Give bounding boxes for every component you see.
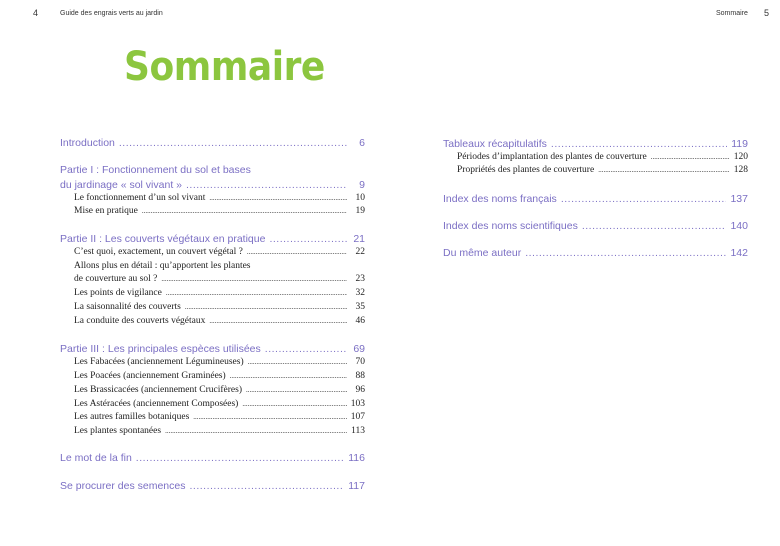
toc-entry-page: 6 — [359, 137, 365, 149]
toc-entry-partie-1[interactable] — [60, 179, 365, 191]
dot-leader — [551, 138, 727, 150]
toc-entry-tableaux[interactable] — [443, 138, 748, 150]
dot-leader — [247, 247, 347, 257]
toc-entry-page: 116 — [348, 452, 365, 464]
toc-entry-label: Du même auteur — [443, 247, 522, 259]
dot-leader — [561, 193, 727, 205]
page-title: Sommaire — [124, 44, 325, 90]
toc-entry-label: Le mot de la fin — [60, 452, 132, 464]
toc-entry-label: Index des noms français — [443, 193, 557, 205]
toc-subentry[interactable] — [74, 371, 365, 381]
dot-leader — [209, 316, 347, 326]
toc-entry-label: Partie II : Les couverts végétaux en pratique — [60, 233, 266, 245]
toc-entry-label: Index des noms scientifiques — [443, 220, 578, 232]
dot-leader — [525, 247, 726, 259]
toc-entry-partie-2[interactable] — [60, 233, 365, 245]
toc-entry-introduction[interactable] — [60, 137, 365, 149]
toc-entry-label: Les Poacées (anciennement Graminées) — [74, 371, 226, 381]
dot-leader — [582, 220, 727, 232]
toc-entry-page: 142 — [730, 247, 748, 259]
dot-leader — [189, 480, 344, 492]
dot-leader — [119, 137, 347, 149]
toc-subentry[interactable] — [74, 206, 365, 216]
toc-subentry[interactable] — [74, 385, 365, 395]
toc-entry-page: 88 — [355, 371, 365, 381]
toc-entry-page: 119 — [731, 138, 748, 150]
left-running-title: Guide des engrais verts au jardin — [60, 10, 163, 17]
dot-leader — [142, 206, 347, 216]
dot-leader — [598, 165, 730, 175]
dot-leader — [136, 452, 344, 464]
toc-subentry[interactable] — [74, 412, 365, 422]
toc-entry-label: C’est quoi, exactement, un couvert végétal ? — [74, 247, 243, 257]
toc-entry-index-sci[interactable] — [443, 220, 748, 232]
toc-entry-label: Périodes d’implantation des plantes de couverture — [457, 152, 647, 162]
dot-leader — [242, 399, 346, 409]
dot-leader — [248, 357, 347, 367]
toc-entry-label: La conduite des couverts végétaux — [74, 316, 206, 326]
toc-subentry[interactable] — [74, 426, 365, 436]
toc-entry-page: 70 — [355, 357, 365, 367]
toc-subentry[interactable] — [74, 247, 365, 257]
toc-subentry[interactable] — [74, 288, 365, 298]
toc-entry-label: Le fonctionnement d’un sol vivant — [74, 193, 206, 203]
toc-entry-page: 113 — [351, 426, 365, 436]
toc-entry-label: Les points de vigilance — [74, 288, 162, 298]
toc-entry-label: Mise en pratique — [74, 206, 138, 216]
toc-entry-page: 22 — [355, 247, 365, 257]
toc-subentry[interactable] — [74, 357, 365, 367]
toc-subentry[interactable] — [457, 165, 748, 175]
toc-entry-page: 21 — [353, 233, 365, 245]
toc-entry-page: 69 — [353, 343, 365, 355]
toc-entry-page: 140 — [730, 220, 748, 232]
toc-entry-label: Allons plus en détail : qu’apportent les plantes — [74, 261, 251, 271]
toc-entry-label: La saisonnalité des couverts — [74, 302, 181, 312]
toc-entry-partie-3[interactable] — [60, 343, 365, 355]
toc-entry-mot-de-la-fin[interactable] — [60, 452, 365, 464]
toc-entry-page: 9 — [359, 179, 365, 191]
toc-entry-page: 137 — [730, 193, 748, 205]
dot-leader — [230, 371, 347, 381]
toc-subentry[interactable] — [74, 399, 365, 409]
right-page-number: 5 — [764, 8, 770, 18]
toc-entry-label: Introduction — [60, 137, 115, 149]
toc-entry-label: Partie III : Les principales espèces utilisées — [60, 343, 261, 355]
toc-entry-index-fr[interactable] — [443, 193, 748, 205]
right-running-title: Sommaire — [716, 10, 748, 17]
toc-entry-page: 128 — [733, 165, 748, 175]
dot-leader — [265, 343, 347, 355]
toc-entry-page: 120 — [733, 152, 748, 162]
toc-entry-page: 32 — [355, 288, 365, 298]
toc-entry-label: du jardinage « sol vivant » — [60, 179, 182, 191]
dot-leader — [246, 385, 347, 395]
dot-leader — [161, 274, 347, 284]
dot-leader — [166, 288, 347, 298]
dot-leader — [269, 233, 347, 245]
toc-subentry-line1[interactable] — [74, 261, 365, 271]
toc-entry-label: Les autres familles botaniques — [74, 412, 190, 422]
left-page-number: 4 — [33, 8, 39, 18]
toc-subentry[interactable] — [74, 193, 365, 203]
toc-entry-label: Partie I : Fonctionnement du sol et bases — [60, 164, 251, 176]
toc-entry-label: Se procurer des semences — [60, 480, 186, 492]
toc-entry-page: 103 — [350, 399, 365, 409]
toc-entry-page: 46 — [355, 316, 365, 326]
toc-entry-label: Les plantes spontanées — [74, 426, 162, 436]
toc-entry-page: 107 — [350, 412, 365, 422]
dot-leader — [165, 426, 347, 436]
toc-entry-page: 19 — [355, 206, 365, 216]
toc-entry-label: Tableaux récapitulatifs — [443, 138, 547, 150]
toc-entry-label: de couverture au sol ? — [74, 274, 158, 284]
toc-entry-label: Les Astéracées (anciennement Composées) — [74, 399, 239, 409]
toc-entry-label: Les Brassicacées (anciennement Crucifères) — [74, 385, 243, 395]
toc-subentry[interactable] — [74, 316, 365, 326]
dot-leader — [651, 152, 730, 162]
dot-leader — [193, 412, 346, 422]
toc-entry-label: Les Fabacées (anciennement Légumineuses) — [74, 357, 244, 367]
toc-entry-semences[interactable] — [60, 480, 365, 492]
toc-entry-meme-auteur[interactable] — [443, 247, 748, 259]
toc-entry-page: 96 — [355, 385, 365, 395]
toc-entry-label: Propriétés des plantes de couverture — [457, 165, 595, 175]
toc-subentry[interactable] — [74, 274, 365, 284]
toc-entry-page: 23 — [355, 274, 365, 284]
dot-leader — [209, 193, 347, 203]
toc-entry-page: 35 — [355, 302, 365, 312]
toc-entry-page: 10 — [355, 193, 365, 203]
toc-subentry[interactable] — [457, 152, 748, 162]
toc-entry-partie-1-line1[interactable] — [60, 164, 365, 176]
toc-subentry[interactable] — [74, 302, 365, 312]
toc-entry-page: 117 — [348, 480, 365, 492]
dot-leader — [185, 302, 347, 312]
dot-leader — [186, 179, 347, 191]
